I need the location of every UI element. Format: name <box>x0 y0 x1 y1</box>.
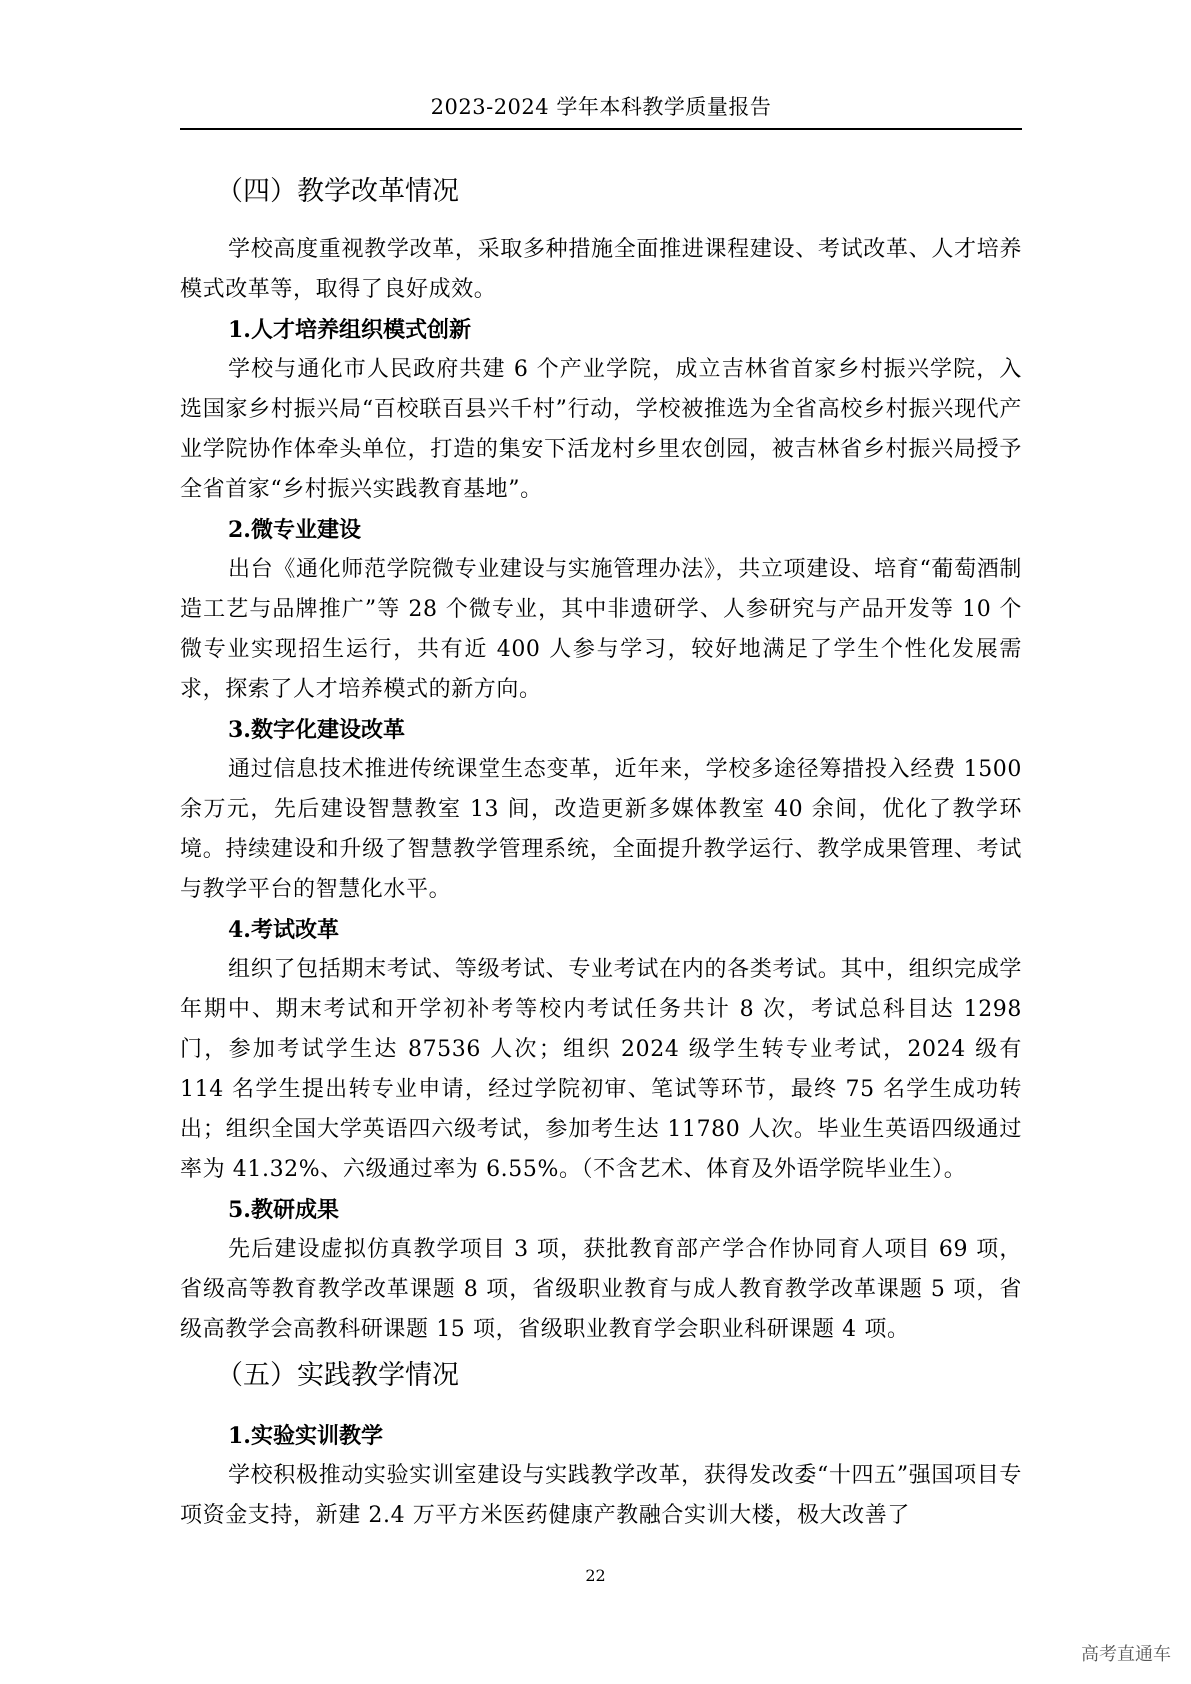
page-body <box>180 172 1022 1536</box>
subheading-lab-training: 1.实验实训教学 <box>228 1423 383 1449</box>
paragraph-micro-major: 出台《通化师范学院微专业建设与实施管理办法》，共立项建设、培育“葡萄酒制造工艺与品牌推广”等 28 个微专业，其中非遗研学、人参研究与产品开发等 10 个微专业实现招生运行，共有近 400 人参与学习，较好地满足了学生个性化发展需求，探索了人才培养模式的新方向。 <box>180 557 1022 702</box>
subheading-micro-major: 2.微专业建设 <box>228 517 361 543</box>
subheading-talent-cultivation: 1.人才培养组织模式创新 <box>228 317 471 343</box>
watermark-text: 高考直通车 <box>1081 1644 1171 1665</box>
section-intro-paragraph: 学校高度重视教学改革，采取多种措施全面推进课程建设、考试改革、人才培养模式改革等，取得了良好成效。 <box>180 237 1022 302</box>
paragraph-exam-reform: 组织了包括期末考试、等级考试、专业考试在内的各类考试。其中，组织完成学年期中、期末考试和开学初补考等校内考试任务共计 8 次，考试总科目达 1298 门，参加考试学生达 87536 人次；组织 2024 级学生转专业考试，2024 级有 114 名学生提出转专业申请，经过学院初审、笔试等环节，最终 75 名学生成功转出；组织全国大学英语四六级考试，参加考生达 11780 人次。毕业生英语四级通过率为 41.32%、六级通过率为 6.55%。（不含艺术、体育及外语学院毕业生）。 <box>180 957 1022 1182</box>
paragraph-talent-cultivation: 学校与通化市人民政府共建 6 个产业学院，成立吉林省首家乡村振兴学院，入选国家乡村振兴局“百校联百县兴千村”行动，学校被推选为全省高校乡村振兴现代产业学院协作体牵头单位，打造的集安下活龙村乡里农创园，被吉林省乡村振兴局授予全省首家“乡村振兴实践教育基地”。 <box>180 357 1022 502</box>
running-header: 2023-2024 学年本科教学质量报告 <box>430 95 772 119</box>
page-number: 22 <box>585 1566 606 1585</box>
subheading-exam-reform: 4.考试改革 <box>228 917 339 943</box>
subheading-digital-reform: 3.数字化建设改革 <box>228 717 405 743</box>
subheading-research-results: 5.教研成果 <box>228 1197 339 1223</box>
header-divider <box>180 128 1022 130</box>
paragraph-lab-training: 学校积极推动实验实训室建设与实践教学改革，获得发改委“十四五”强国项目专项资金支持，新建 2.4 万平方米医药健康产教融合实训大楼，极大改善了 <box>180 1463 1022 1528</box>
section-heading-teaching-reform: （四）教学改革情况 <box>216 176 459 207</box>
paragraph-digital-reform: 通过信息技术推进传统课堂生态变革，近年来，学校多途径筹措投入经费 1500 余万元，先后建设智慧教室 13 间，改造更新多媒体教室 40 余间，优化了教学环境。持续建设和升级了智慧教学管理系统，全面提升教学运行、教学成果管理、考试与教学平台的智慧化水平。 <box>180 757 1022 902</box>
paragraph-research-results: 先后建设虚拟仿真教学项目 3 项，获批教育部产学合作协同育人项目 69 项，省级高等教育教学改革课题 8 项，省级职业教育与成人教育教学改革课题 5 项，省级高教学会高教科研课题 15 项，省级职业教育学会职业科研课题 4 项。 <box>180 1237 1022 1342</box>
section-heading-practice-teaching: （五）实践教学情况 <box>216 1360 459 1391</box>
